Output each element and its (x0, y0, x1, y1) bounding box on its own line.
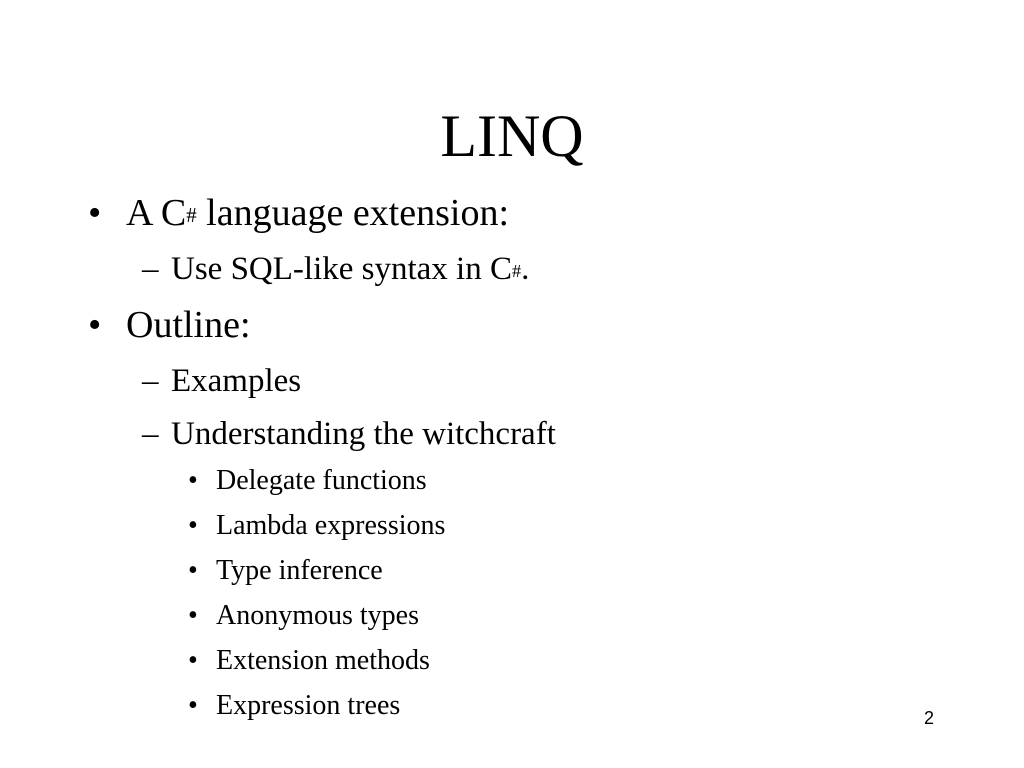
bullet-icon: • (88, 304, 102, 346)
dash-icon: – (142, 251, 159, 287)
topic-text: Lambda expressions (216, 510, 446, 541)
bullet-text: A C# language extension: (126, 192, 510, 234)
subitem-text: Examples (171, 363, 302, 399)
dash-icon: – (142, 416, 159, 452)
bullet-icon: • (188, 510, 198, 541)
subitem-text: Use SQL-like syntax in C#. (171, 251, 530, 287)
bullet-icon: • (88, 192, 102, 234)
sharp-superscript: # (511, 261, 522, 281)
dash-icon: – (142, 363, 159, 399)
topic-text: Anonymous types (216, 600, 419, 631)
bullet-icon: • (188, 600, 198, 631)
bullet-icon: • (188, 690, 198, 721)
topic-text: Delegate functions (216, 465, 427, 496)
bullet-icon: • (188, 465, 198, 496)
bullet-text: Outline: (126, 304, 251, 346)
topic-text: Extension methods (216, 645, 430, 676)
sharp-superscript: # (186, 203, 197, 227)
subitem-text: Understanding the witchcraft (171, 416, 556, 452)
bullet-icon: • (188, 555, 198, 586)
slide-title: LINQ (440, 103, 584, 169)
topic-text: Type inference (216, 555, 383, 586)
bullet-icon: • (188, 645, 198, 676)
page-number: 2 (924, 708, 935, 728)
topic-text: Expression trees (216, 690, 401, 721)
